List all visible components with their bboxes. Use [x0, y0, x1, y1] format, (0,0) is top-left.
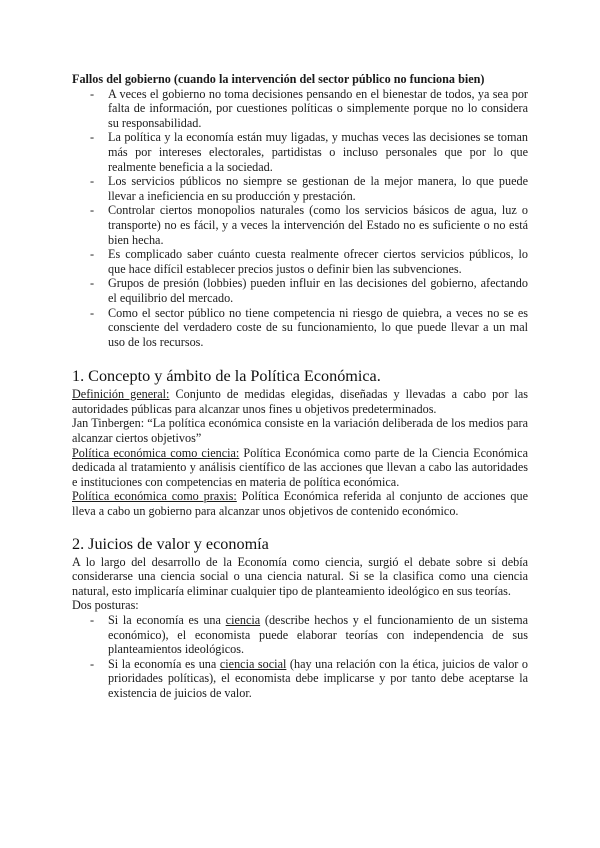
fallos-list	[72, 87, 528, 350]
section2-number: 2.	[72, 534, 85, 553]
document-page	[72, 72, 528, 701]
posturas-list	[72, 613, 528, 701]
definition-ciencia-label: Política económica como ciencia:	[72, 445, 240, 460]
tinbergen-quote: Jan Tinbergen: “La política económica consiste en la variación deliberada de los medios para alcanzar ciertos objetivos”	[72, 416, 528, 446]
posturas-item2-pre: Si la economía es una	[108, 656, 220, 671]
section1-heading	[72, 367, 528, 385]
section1-title: Concepto y ámbito de la Política Económica	[88, 367, 377, 386]
section2-heading	[72, 535, 528, 553]
section2-title: Juicios de valor y economía	[88, 534, 269, 553]
list-item: - Grupos de presión (lobbies) pueden influir en las decisiones del gobierno, afectando el equilibrio del mercado.	[72, 276, 528, 305]
definition-ciencia	[72, 446, 528, 490]
section2-intro: A lo largo del desarrollo de la Economía como ciencia, surgió el debate sobre si debía considerarse una ciencia social o una ciencia natural. Si se la clasifica como una ciencia natural, esto implicaría eliminar cualquier tipo de planteamiento ideológico en sus teorías.	[72, 554, 528, 598]
list-item	[72, 657, 528, 701]
definition-praxis-label: Política económica como praxis:	[72, 489, 237, 504]
posturas-item1-pre: Si la economía es una	[108, 613, 226, 627]
list-item: - La política y la economía están muy ligadas, y muchas veces las decisiones se toman más por intereses electorales, partidistas o incluso personales que por lo que realmente beneficia a la sociedad.	[72, 130, 528, 174]
definition-praxis-text: Política Económica referida al conjunto de acciones que lleva a cabo un gobierno para alcanzar unos objetivos de contenido económico.	[72, 489, 528, 519]
definition-general-label: Definición general:	[72, 387, 170, 402]
list-item	[72, 613, 528, 657]
list-item: - Es complicado saber cuánto cuesta realmente ofrecer ciertos servicios públicos, lo que hace difícil establecer precios justos o definir bien las subvenciones.	[72, 247, 528, 276]
definition-praxis	[72, 489, 528, 518]
section1-title-end: .	[376, 367, 381, 386]
list-item: - A veces el gobierno no toma decisiones pensando en el bienestar de todos, ya sea por falta de información, por cuestiones políticas o simplemente porque no lo considera su responsabilidad.	[72, 87, 528, 131]
definition-general-text: Conjunto de medidas elegidas, diseñadas y llevadas a cabo por las autoridades públicas para alcanzar unos fines u objetivos predeterminados.	[72, 387, 528, 416]
list-item: - Los servicios públicos no siempre se gestionan de la mejor manera, lo que puede llevar a ineficiencia en su producción y prestación.	[72, 174, 528, 203]
posturas-item2-term: ciencia social	[219, 656, 287, 671]
definition-general	[72, 387, 528, 416]
posturas-item2-post: (hay una relación con la ética, juicios de valor o prioridades políticas), el economista debe implicarse y por tanto debe aceptarse la existencia de juicios de valor.	[108, 656, 529, 700]
definition-ciencia-text: Política Económica como parte de la Ciencia Económica dedicada al tratamiento y análisis científico de las acciones que llevan a cabo las autoridades e instituciones con competencias en materia de política económica.	[72, 445, 528, 489]
fallos-heading: Fallos del gobierno (cuando la intervención del sector público no funciona bien)	[72, 72, 485, 86]
list-item: - Como el sector público no tiene competencia ni riesgo de quiebra, a veces no se es consciente del verdadero coste de su funcionamiento, lo que puede llevar a un mal uso de los recursos.	[72, 306, 528, 350]
section1-number: 1.	[72, 367, 85, 386]
posturas-item1-term: ciencia	[225, 613, 261, 627]
list-item: - Controlar ciertos monopolios naturales (como los servicios básicos de agua, luz o transporte) no es fácil, y a veces la intervención del Estado no es suficiente o no está bien hecha.	[72, 203, 528, 247]
dos-posturas-label: Dos posturas:	[72, 598, 139, 613]
posturas-item1-post: (describe hechos y el funcionamiento de un sistema económico), el economista puede elaborar teorías con independencia de sus planteamientos ideológicos.	[108, 613, 528, 657]
